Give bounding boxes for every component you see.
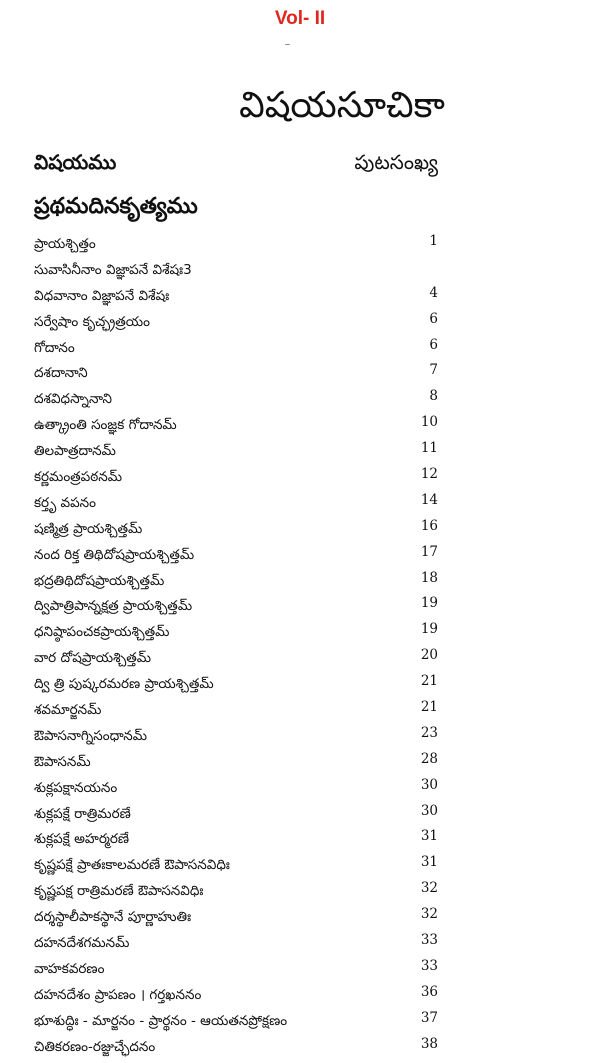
toc-entry	[34, 698, 438, 724]
toc-entry-title: దహనదేశగమనమ్	[34, 935, 130, 952]
toc-entry-title: భద్రతిథిదోషప్రాయశ్చిత్తమ్	[34, 572, 165, 589]
toc-entry-title: కర్ణమంత్రపఠనమ్	[34, 469, 123, 486]
toc-entry	[34, 983, 438, 1009]
toc-entry-title: దర్శస్థాలీపాకస్థానే పూర్ణాహుతిః	[34, 909, 192, 926]
toc-entry-title: సువాసినీనాం విజ్ఞాపనే విశేషః3	[34, 261, 192, 278]
toc-entry-page: 4	[429, 284, 438, 301]
toc-entry	[34, 879, 438, 905]
toc-entry-page: 19	[420, 621, 438, 638]
toc-entry	[34, 802, 438, 828]
page-title: విషయసూచికా	[239, 85, 445, 126]
toc-entry	[34, 957, 438, 983]
toc-entry-title: వార దోషప్రాయశ్చిత్తమ్	[34, 650, 151, 667]
toc-entry-page: 8	[429, 388, 438, 405]
divider-mark	[285, 44, 290, 45]
toc-entry	[34, 258, 438, 284]
toc-entry-page: 37	[420, 1009, 438, 1026]
toc-entry-title: శుక్లపక్షే రాత్రిమరణే	[34, 805, 131, 822]
toc-entry-title: షణ్మిత్ర ప్రాయశ్చిత్తమ్	[34, 520, 143, 537]
toc-entry-page: 31	[420, 854, 438, 871]
toc-entry	[34, 853, 438, 879]
toc-entry-page: 19	[420, 595, 438, 612]
toc-entry-title: ఔపాసనమ్	[34, 753, 91, 770]
toc-entry-page: 20	[420, 647, 438, 664]
toc-entry-page: 17	[420, 543, 438, 560]
toc-entry-page: 32	[420, 880, 438, 897]
toc-entry	[34, 776, 438, 802]
toc-entry-page: 23	[420, 724, 438, 741]
toc-entry-page: 36	[420, 983, 438, 1000]
toc-entry-page: 31	[420, 828, 438, 845]
toc-entry	[34, 724, 438, 750]
toc-entry	[34, 646, 438, 672]
toc-entry-title: దహనదేశం ప్రాపణం । గర్తఖననం	[34, 986, 202, 1003]
toc-entry-page: 6	[429, 310, 438, 327]
toc-entry-title: గోదానం	[34, 339, 75, 356]
toc-entry-title: వాహకవరణం	[34, 960, 105, 977]
toc-entry	[34, 672, 438, 698]
toc-entry-page: 30	[420, 802, 438, 819]
toc-entry-page: 1	[429, 233, 438, 249]
toc-entry-title: సర్వేషాం కృచ్ఛ్రత్రయం	[34, 313, 151, 330]
toc-entry	[34, 750, 438, 776]
column-header-page-number: పుటసంఖ్య	[354, 150, 438, 174]
toc-entry	[34, 232, 438, 258]
column-header-row	[34, 150, 438, 180]
toc-entry	[34, 543, 438, 569]
toc-entry-page: 30	[420, 776, 438, 793]
toc-entry-page: 10	[420, 414, 438, 431]
toc-entry-title: నంద రిక్త తిథిదోషప్రాయశ్చిత్తమ్	[34, 546, 195, 563]
toc-entry	[34, 620, 438, 646]
volume-label: Vol- II	[274, 8, 326, 29]
toc-entry-title: ద్విపాత్రిపాన్నక్షత్ర ప్రాయశ్చిత్తమ్	[34, 598, 193, 615]
toc-entry-title: కృష్ణపక్ష రాత్రిమరణే ఔపాసనవిధిః	[34, 883, 204, 900]
toc-entry-page: 14	[420, 491, 438, 508]
toc-entry	[34, 387, 438, 413]
toc-entry	[34, 439, 438, 465]
toc-entry-title: ప్రాయశ్చిత్తం	[34, 236, 96, 252]
toc-entry-title: కృష్ణపక్షే ప్రాతఃకాలమరణే ఔపాసనవిధిః	[34, 857, 230, 874]
toc-entry-title: కర్తృ వపనం	[34, 494, 97, 511]
toc-entry-title: ఔపాసనాగ్నిసంధానమ్	[34, 727, 147, 744]
toc-entry	[34, 569, 438, 595]
toc-entry-page: 38	[420, 1035, 438, 1052]
toc-entry-title: చితికరణం-రజ్జుచ్ఛేదనం	[34, 1038, 156, 1055]
toc-entry-title: విధవానాం విజ్ఞాపనే విశేషః	[34, 287, 170, 304]
toc-entry-page: 18	[420, 569, 438, 586]
toc-entry-page: 16	[420, 517, 438, 534]
toc-entry-title: దశదానాని	[34, 365, 88, 382]
toc-entry-title: ద్వి త్రి పుష్కరమరణ ప్రాయశ్చిత్తమ్	[34, 676, 214, 693]
toc-entry	[34, 491, 438, 517]
toc-entry-title: శుక్లపక్షే అహర్మరణే	[34, 831, 129, 848]
section-heading: ప్రథమదినకృత్యము	[34, 194, 198, 219]
toc-entry-page: 21	[420, 673, 438, 690]
toc-entry-page: 12	[420, 466, 438, 483]
toc-entry-title: ధనిష్ఠాపంచకప్రాయశ్చిత్తమ్	[34, 624, 170, 641]
toc-entry-title: శవమార్జనమ్	[34, 702, 102, 719]
toc-list	[34, 232, 438, 1061]
toc-entry	[34, 361, 438, 387]
toc-entry-page: 33	[420, 957, 438, 974]
toc-entry-title: భూశుద్ధిః - మార్జనం - ప్రార్థనం - ఆయతనప్రోక్షణం	[34, 1012, 288, 1029]
toc-entry	[34, 517, 438, 543]
toc-entry	[34, 284, 438, 310]
toc-entry-page: 7	[429, 362, 438, 379]
toc-entry-page: 6	[429, 336, 438, 353]
toc-entry-page: 21	[420, 699, 438, 716]
toc-entry	[34, 827, 438, 853]
toc-entry	[34, 594, 438, 620]
toc-entry-title: దశవిధస్నానాని	[34, 391, 113, 408]
toc-entry	[34, 905, 438, 931]
toc-entry	[34, 1009, 438, 1035]
toc-entry	[34, 310, 438, 336]
toc-entry	[34, 465, 438, 491]
toc-entry	[34, 413, 438, 439]
toc-entry-page: 33	[420, 932, 438, 949]
toc-entry	[34, 1035, 438, 1061]
toc-entry-page: 32	[420, 906, 438, 923]
toc-entry	[34, 931, 438, 957]
toc-entry-page: 28	[420, 750, 438, 767]
toc-entry-page: 11	[420, 440, 438, 457]
toc-entry-title: ఉత్క్రాంతి సంజ్ఞక గోదానమ్	[34, 417, 177, 434]
toc-entry-title: శుక్లపక్షానయనం	[34, 779, 118, 796]
column-header-subject: విషయము	[34, 150, 117, 174]
toc-entry-title: తిలపాత్రదానమ్	[34, 443, 116, 460]
toc-entry	[34, 336, 438, 362]
